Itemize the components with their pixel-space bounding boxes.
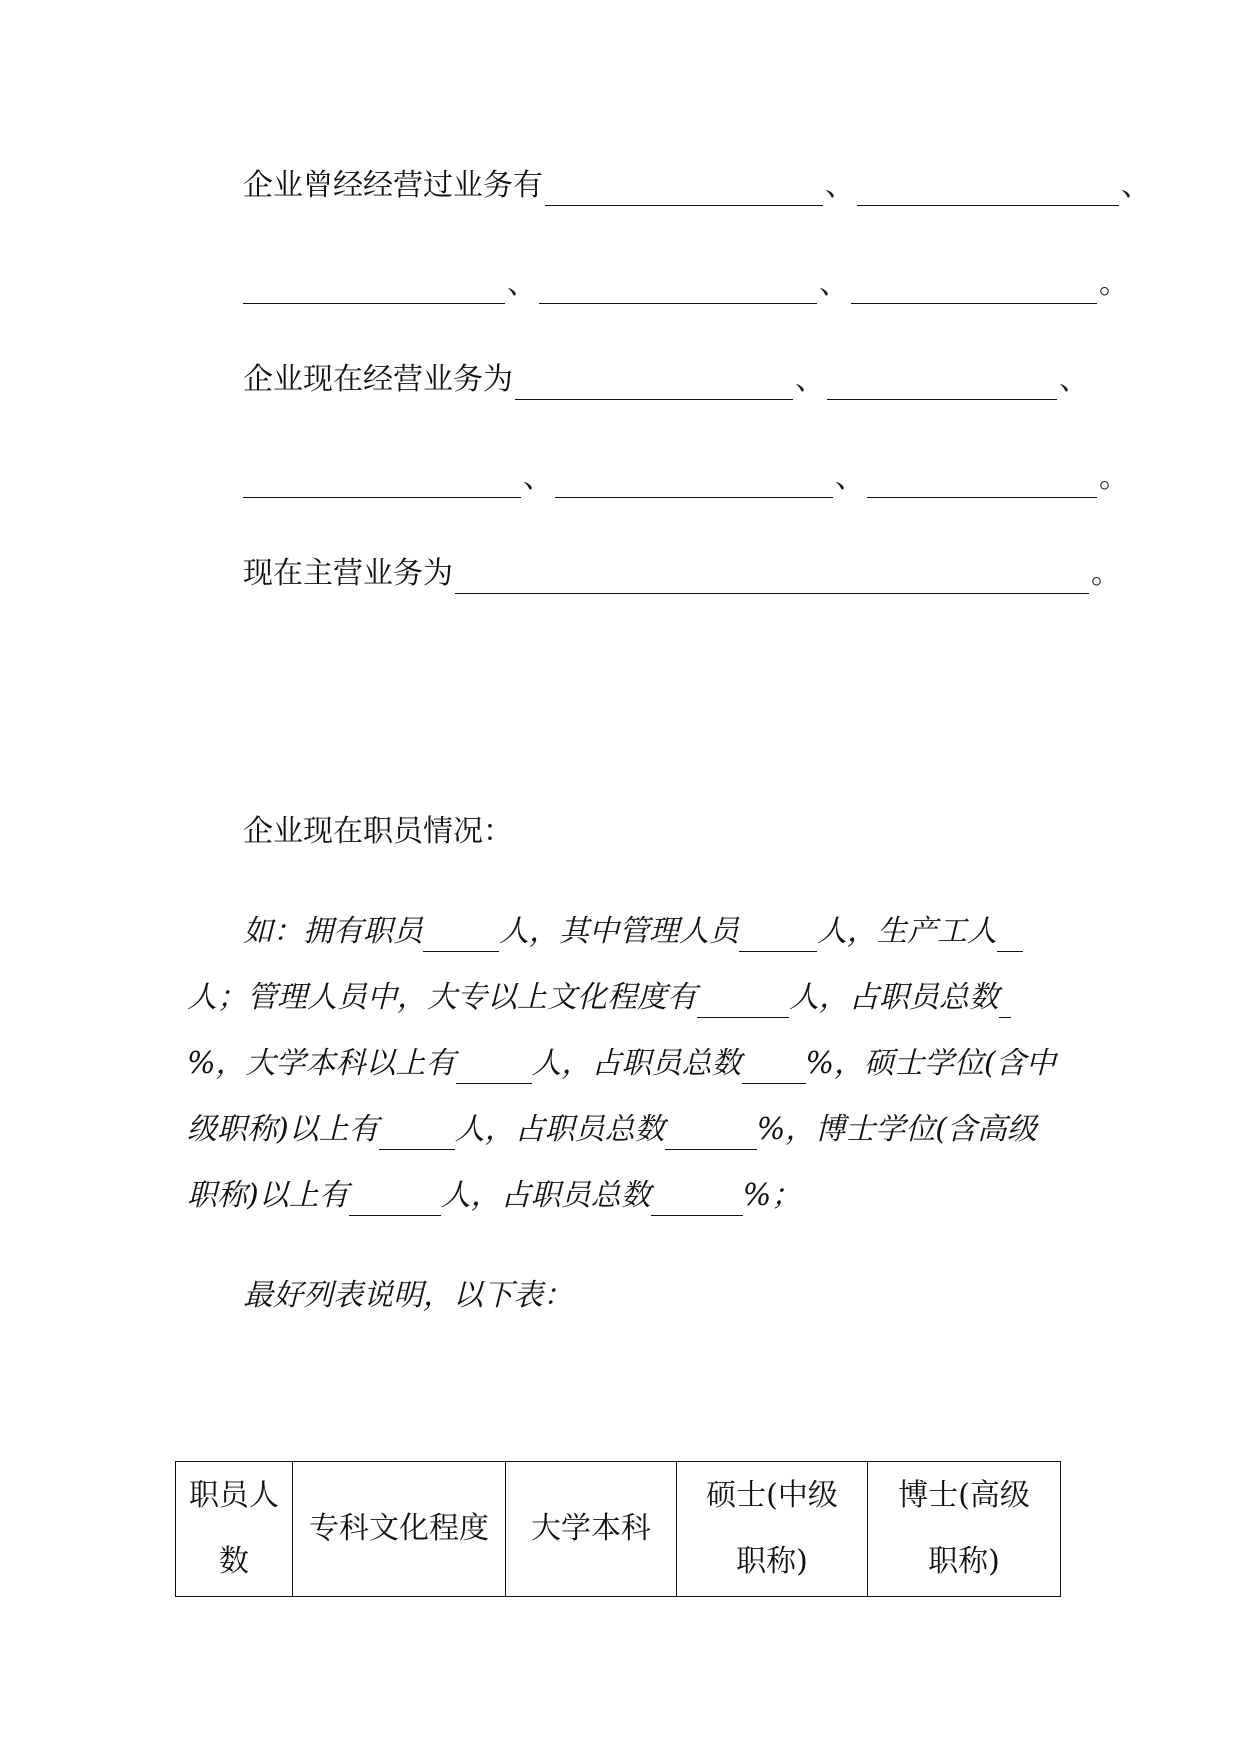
staff-example-line-1: 如：拥有职员 人，其中管理人员 人，生产工人 (243, 912, 1073, 952)
current-business-line-2: 、 、 。 (243, 458, 1141, 498)
college-percent-blank[interactable] (999, 987, 1011, 1018)
current-business-field-4[interactable] (555, 465, 833, 498)
past-business-field-3[interactable] (243, 271, 505, 304)
current-business-field-3[interactable] (243, 465, 521, 498)
total-staff-blank[interactable] (423, 921, 499, 952)
past-business-field-1[interactable] (545, 173, 823, 206)
past-business-label: 企业曾经经营过业务有 (243, 168, 543, 203)
current-business-label: 企业现在经营业务为 (243, 362, 513, 397)
doctor-blank[interactable] (349, 1185, 441, 1216)
header-bachelor: 大学本科 (506, 1462, 677, 1597)
header-doctor: 博士(高级 职称) (868, 1462, 1061, 1597)
staff-example-line-2: 人；管理人员中，大专以上文化程度有 人，占职员总数 (187, 978, 1067, 1018)
staff-example-line-4: 级职称)以上有 人，占职员总数 %，博士学位(含高级 (187, 1110, 1067, 1150)
staff-heading: 企业现在职员情况： (243, 814, 513, 849)
main-business-field[interactable] (455, 561, 1089, 594)
staff-example-line-3: %，大学本科以上有 人，占职员总数 %，硕士学位(含中 (187, 1044, 1067, 1084)
current-business-line-1: 企业现在经营业务为 、 、 (243, 360, 1141, 400)
doctor-percent-blank[interactable] (651, 1185, 743, 1216)
table-header-row (176, 1462, 1061, 1597)
past-business-field-5[interactable] (851, 271, 1097, 304)
workers-blank[interactable] (997, 921, 1023, 952)
header-master: 硕士(中级 职称) (677, 1462, 868, 1597)
bachelor-blank[interactable] (456, 1053, 532, 1084)
current-business-field-5[interactable] (867, 465, 1097, 498)
past-business-field-4[interactable] (539, 271, 817, 304)
staff-table (175, 1461, 1061, 1597)
master-blank[interactable] (379, 1119, 455, 1150)
staff-example-line-5: 职称)以上有 人，占职员总数 %； (187, 1176, 1067, 1216)
header-staff-count: 职员人 数 (176, 1462, 293, 1597)
main-business-label: 现在主营业务为 (243, 556, 453, 591)
past-business-field-2[interactable] (857, 173, 1119, 206)
managers-blank[interactable] (739, 921, 817, 952)
main-business-line: 现在主营业务为 。 (243, 554, 1141, 594)
master-percent-blank[interactable] (665, 1119, 757, 1150)
table-note: 最好列表说明，以下表： (243, 1278, 573, 1313)
header-college: 专科文化程度 (293, 1462, 506, 1597)
past-business-line-1: 企业曾经经营过业务有 、 、 (243, 166, 1141, 206)
bachelor-percent-blank[interactable] (742, 1053, 806, 1084)
past-business-line-2: 、 、 。 (243, 264, 1141, 304)
current-business-field-1[interactable] (515, 367, 793, 400)
college-blank[interactable] (697, 987, 789, 1018)
current-business-field-2[interactable] (827, 367, 1057, 400)
